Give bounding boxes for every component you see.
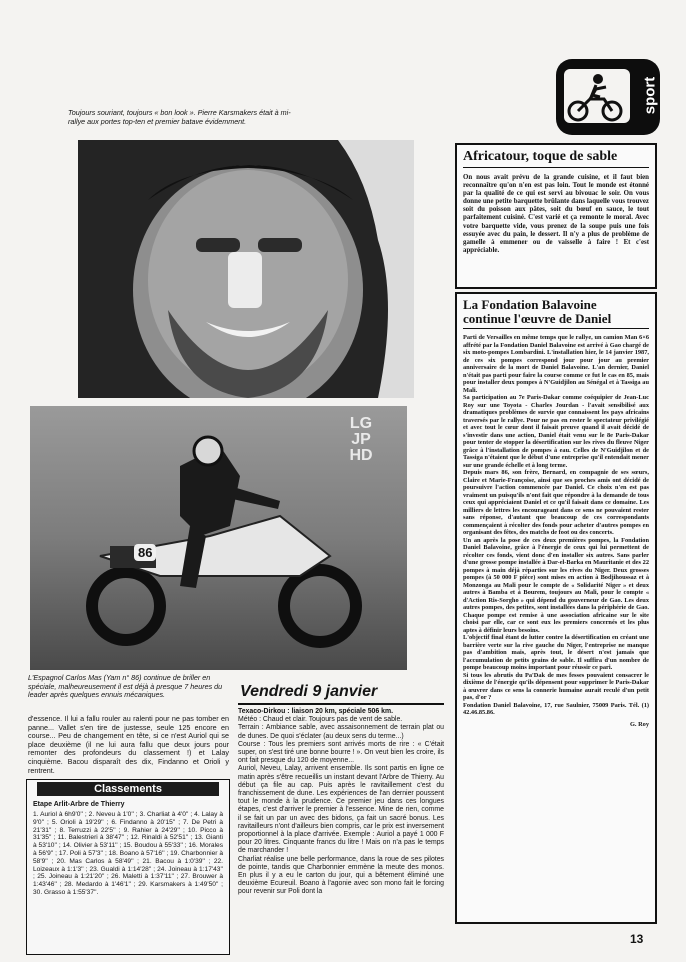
vendredi-meteo: Météo : Chaud et clair. Toujours pas de vent de sable. [238, 716, 403, 724]
classements-subtitle: Etape Arlit-Arbre de Thierry [33, 801, 125, 808]
balavoine-body [463, 334, 649, 728]
watermark [326, 416, 396, 464]
vendredi-paragraph-6: Charliat réalise une belle performance, dans la roue de ses pilotes de pointe, tandis que Charbonnier emmène la meute des monos. En plus il y a eu le carton du jour, qui a bêtement éliminé une deuxième Ecureuil. Boano à l'agonie avec son mono fait le forcing pour revenir sur Poli dont la [238, 855, 444, 896]
watermark-line-2: JP [351, 431, 371, 448]
vendredi-paragraph-5: Auriol, Neveu, Lalay, arrivent ensemble. Ils sont partis en ligne ce matin après s'être recueillis un instant devant l'Arbre de Thierry. Au début ça file au cap. Puis après le ravitaillement c'est du franchissement de dune. Les expériences de l'an dernier poussent tout le monde à la prudence. Ce premier jeu dans ces longues étapes, c'est d'arriver le premier à l'essence. Mine de rien, comme il se fait un par un avec des bidons, ça fait un sacré bonus. Les ravitailleurs n'ont d'ailleurs bien compris, car le prix est inversement proportionnel à la place d'arrivée. Exemple : Auriol a payé 1 000 F pour 20 litres. Cinquante francs du litre ! Mais on n'a pas le temps de marchander ! [238, 765, 444, 855]
vendredi-terrain: Terrain : Ambiance sable, avec assaisonnement de terrain plat ou de dunes. De quoi s'éclater (au deux sens du terme...) [238, 724, 444, 740]
vendredi-title: Vendredi 9 janvier [240, 683, 378, 700]
left-column-text: d'essence. Il lui a fallu rouler au ralenti pour ne pas tomber en panne... Vallet s'en tire de justesse, seule 125 encore en course... Peu de changement en tête, si ce n'est Auriol qui se place deuxième (il ne lui aura fallu que deux jours pour remonter des profondeurs du classement !) et Lalay cinquième. Bacou disparaît des dix, Findanno et Orioli y rentrent. [28, 714, 229, 775]
balavoine-paragraph-3: Depuis mars 86, son frère, Bernard, en compagnie de ses sœurs, Claire et Marie-Françoise, ainsi que ses proches amis ont décidé de poursuivre l'action commencée par Daniel. Ce choix n'en est pas vraiment un puisqu'ils n'ont fait que répondre à la demande de tous ceux qui appréciaient Daniel et ce qu'il faisait dans ce domaine. Les milliers de lettres les encourageant dans ce sens ne pouvaient rester sans réponse, d'autant que beaucoup de ces correspondants commençaient à récolter des fonds pour acheter d'autres pompes en organisant des fêtes, des matchs de foot ou des concerts. [463, 469, 649, 536]
moto-photo [30, 406, 407, 670]
portrait-photo [78, 140, 414, 398]
bike-number-plate: 86 [134, 544, 156, 561]
balavoine-paragraph-1: Parti de Versailles en même temps que le rallye, un camion Man 6×6 affrété par la Fondation Daniel Balavoine est arrivé à Gao chargé de six moto-pompes Lombardini. L'installation hier, le 14 janvier 1987, de ces six pompes correspond jour pour jour au premier anniversaire de la mort de Daniel Balavoine. L'an dernier, Daniel n'était pas parti pour faire la course comme ce fut le cas en 85, mais pour installer deux pompes à N'Guidjilon au Sénégal et à Tassiga au Mali. [463, 334, 649, 394]
caption-portrait: Toujours souriant, toujours « bon look ». Pierre Karsmakers était à mi-rallye aux portes top-ten et premier batave évidemment. [68, 108, 291, 126]
balavoine-title-line-2: continue l'œuvre de Daniel [463, 311, 612, 326]
balavoine-paragraph-4: Un an après la pose de ces deux premières pompes, la Fondation Daniel Balavoine, grâce à l'énergie de ceux qui lui permettent de récolter ces fonds, vient donc d'en installer six autres. Sans parler d'une grosse pompe installée à Dar-el-Barka en Mauritanie et des 22 pompes à main déjà réparties sur les rives du Niger. Deux grosses pompes (à 50 000 F pièce) sont mises en action à Bodjihoussaz et à Monzonga au Mali pour le compte de « Solidarité Niger » et deux autres à Bamba et à Bourem, toujours au Mali, pour le compte « d'Action Ris-Sorgho » qui dépend du gouverneur de Gao. Les deux autres pompes, des petites, sont installées dans la périphérie de Gao. Chaque pompe est remise à une association africaine sur le site choisi par elle, car ce sont eux les premiers concernés et les plus aptes à définir leurs besoins. [463, 536, 649, 634]
vendredi-body [238, 708, 444, 897]
africatour-title: Africatour, toque de sable [463, 149, 649, 168]
classements-title: Classements [37, 782, 219, 796]
balavoine-paragraph-6: Si tous les abrutis du Pa'Dak de mes fesses pouvaient consacrer le dixième de l'énergie qu'ils dépensent pour supprimer le Paris-Dakar à œuvrer dans ce sens la connerie humaine aurait reculé d'un petit pas, d'or ? [463, 671, 649, 701]
watermark-line-3: HD [349, 447, 373, 464]
page-number: 13 [630, 932, 644, 946]
vendredi-course: Course : Tous les premiers sont arrivés morts de rire : « C'était super, on s'est tiré une bonne bourre ! ». On veut bien les croire, ils ont fait presque du 120 de moyenne... [238, 740, 444, 765]
classements-entries: 1. Auriol à 6h9'0'' ; 2. Neveu à 1'0'' ; 3. Charliat à 4'0'' ; 4. Lalay à 9'0'' ; 5. Orioli à 19'29'' ; 6. Findanno à 20'15'' ; 7. De Petri à 21'31'' ; 8. Terruzzi à 22'5'' ; 9. Rahier à 24'29'' ; 10. Picco à 31'35'' ; 11. Balestrieri à 38'47'' ; 12. Rinaldi à 52'51'' ; 13. Gianti à 53'10'' ; 14. Olivier à 53'11'' ; 15. Boudou à 55'33'' ; 16. Morales à 56'9'' ; 17. Poli à 57'3'' ; 18. Boano à 57'16'' ; 19. Charbonnier à 58'9'' ; 20. Mas Carlos à 58'49'' ; 21. Bacou à 1:0'39'' ; 22. Loizeaux à 1:1'3'' ; 23. Gualdi à 1:14'28'' ; 24. Joineau à 1:17'43'' ; 25. Joineau à 1:21'20'' ; 26. Maletti à 1:37'11'' ; 27. Brouwer à 1:43'46'' ; 28. Medardo à 1'46'1'' ; 29. Karsmakers à 1:49'50'' ; 30. Grasso à 1:55'37''. [33, 811, 223, 896]
balavoine-title-line-1: La Fondation Balavoine [463, 297, 597, 312]
balavoine-box [455, 292, 657, 924]
logo-text: sport [640, 76, 658, 115]
watermark-line-1: LG [349, 415, 373, 432]
balavoine-address: Fondation Daniel Balavoine, 17, rue Saulnier, 75009 Paris. Tél. (1) 42.46.85.86. [463, 701, 649, 716]
motocross-rider-icon [560, 67, 634, 127]
caption-moto: L'Espagnol Carlos Mas (Yam n° 86) continue de briller en spéciale, malheureusement il est déjà à presque 7 heures du leader après quelques ennuis mécaniques. [28, 673, 223, 700]
classements-box [26, 779, 230, 955]
balavoine-paragraph-2: Sa participation au 7e Paris-Dakar comme coéquipier de Jean-Luc Roy sur une Toyota - Charles Jourdan - l'avait sensibilisé aux dramatiques problèmes de survie que connaissent les pays africains traversés par le rallye. Pour ne pas en rester le spectateur privilégié et avec tout le cœur dont il faisait preuve quand il avait décidé de s'investir dans une action, Daniel était venu sur le 8e Paris-Dakar pour tenter de stopper la désertification sur les rives du fleuve Niger grâce à l'installation de pompes à eau. Celles de N'Guidjilon et de Tassiga n'étaient que le début d'une entreprise qu'il entendait mener sur une grande échelle et à long terme. [463, 394, 649, 469]
africatour-box [455, 143, 657, 289]
balavoine-title [463, 298, 649, 329]
balavoine-signature: G. Roy [629, 720, 649, 728]
africatour-body: On nous avait prévu de la grande cuisine, et il faut bien reconnaître qu'on n'en est pas loin. Tout le monde est étonné par la qualité de ce qui est servi au bivouac le soir. On vous donne une petite barquette brûlante dans laquelle vous trouvez soit du poisson aux pâtes, soit du bœuf en sauce, le tout parfaitement cuisiné. C'est varié et ça remonte le moral. Avec votre barquette vide, vous prenez de la soupe puis une fois essuyée avec du pain, le dessert. Il n'y a plus de problème de gamelle à emmener ou de vaisselle à faire ! Et c'est appréciable. [463, 174, 649, 254]
portrait-face-image [78, 140, 414, 398]
balavoine-paragraph-5: L'objectif final étant de lutter contre la désertification en créant une barrière verte sur la rive gauche du Niger, l'entreprise ne manque pas d'ambition mais, après tout, le désert n'est jamais que l'accumulation de petits grains de sable. Il suffira d'un nombre de pompe beaucoup moins important pour réussir ce pari. [463, 634, 649, 671]
sport-logo [556, 59, 660, 135]
vendredi-title-rule [238, 703, 444, 705]
vendredi-liaison: Texaco-Dirkou : liaison 20 km, spéciale 506 km. [238, 708, 393, 715]
